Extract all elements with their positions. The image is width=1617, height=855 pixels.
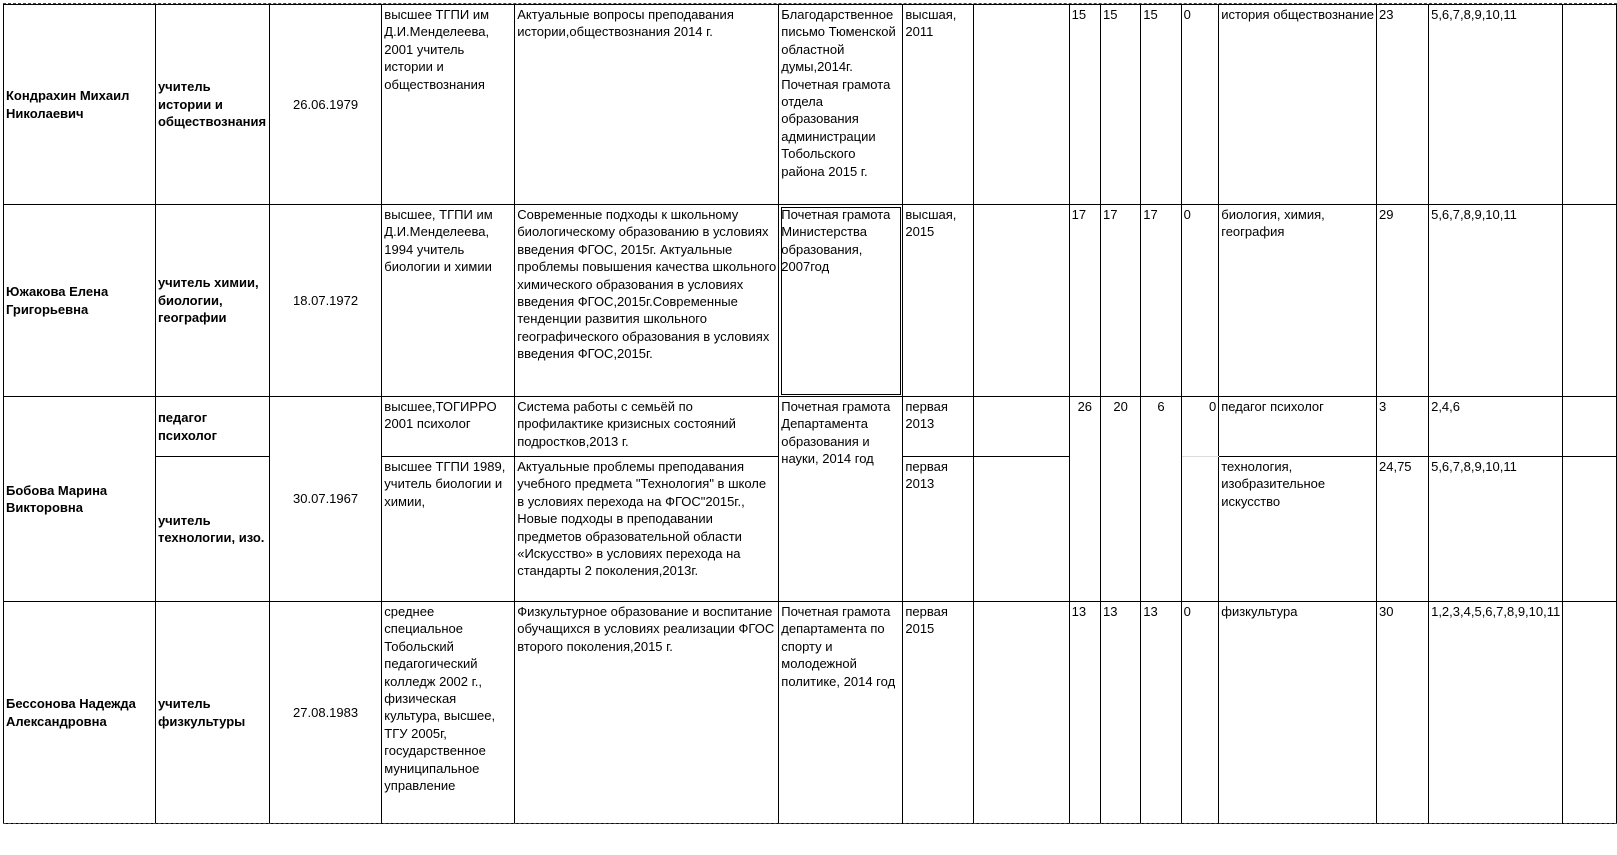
education[interactable]: высшее ТГПИ им Д.И.Менделеева, 2001 учитель истории и обществознания [382, 5, 515, 205]
hours[interactable]: 29 [1377, 205, 1429, 397]
birth-date[interactable]: 27.08.1983 [269, 602, 381, 824]
category[interactable]: первая 2013 [903, 457, 974, 602]
awards[interactable]: Благодарственное письмо Тюменской областной думы,2014г. Почетная грамота отдела образования администрации Тобольского района 2015 г. [779, 5, 903, 205]
empty-cell[interactable] [974, 602, 1069, 824]
classes[interactable]: 5,6,7,8,9,10,11 [1429, 205, 1563, 397]
staff-table [3, 4, 1617, 824]
subject[interactable]: биология, химия, география [1219, 205, 1377, 397]
position[interactable]: педагог психолог [155, 397, 269, 457]
classes[interactable]: 5,6,7,8,9,10,11 [1429, 457, 1563, 602]
experience-pedagogical[interactable]: 15 [1101, 5, 1141, 205]
hours[interactable]: 23 [1377, 5, 1429, 205]
position[interactable]: учитель физкультуры [155, 602, 269, 824]
courses[interactable]: Актуальные вопросы преподавания истории,обществознания 2014 г. [515, 5, 779, 205]
education[interactable]: высшее, ТГПИ им Д.И.Менделеева, 1994 учитель биологии и химии [382, 205, 515, 397]
awards[interactable]: Почетная грамота Департамента образования и науки, 2014 год [779, 397, 903, 602]
classes[interactable]: 2,4,6 [1429, 397, 1563, 457]
experience-total[interactable]: 17 [1069, 205, 1100, 397]
cut-off-cell[interactable] [1563, 5, 1617, 205]
experience-total[interactable]: 13 [1069, 602, 1100, 824]
category[interactable]: высшая, 2011 [903, 5, 974, 205]
experience-other[interactable]: 0 [1181, 5, 1219, 205]
category[interactable]: первая 2015 [903, 602, 974, 824]
awards[interactable]: Почетная грамота Министерства образования, 2007год [779, 205, 903, 397]
experience-pedagogical[interactable]: 20 [1101, 397, 1141, 602]
empty-cell[interactable] [974, 5, 1069, 205]
cut-off-cell[interactable] [1563, 602, 1617, 824]
position[interactable]: учитель химии, биологии, географии [155, 205, 269, 397]
subject[interactable]: физкультура [1219, 602, 1377, 824]
education[interactable]: высшее,ТОГИРРО 2001 психолог [382, 397, 515, 457]
experience-pedagogical[interactable]: 13 [1101, 602, 1141, 824]
cut-off-cell[interactable] [1563, 457, 1617, 602]
empty-cell[interactable] [974, 397, 1069, 457]
teacher-name[interactable]: Бессонова Надежда Александровна [4, 602, 156, 824]
staff-table-wrapper [3, 3, 1617, 824]
table-row [4, 602, 1617, 824]
experience-pedagogical[interactable]: 17 [1101, 205, 1141, 397]
birth-date[interactable]: 18.07.1972 [269, 205, 381, 397]
subject[interactable]: педагог психолог [1219, 397, 1377, 457]
experience-school[interactable]: 6 [1141, 397, 1181, 602]
classes[interactable]: 5,6,7,8,9,10,11 [1429, 5, 1563, 205]
position[interactable]: учитель технологии, изо. [155, 457, 269, 602]
courses[interactable]: Физкультурное образование и воспитание обучащихся в условиях реализации ФГОС второго поколения,2015 г. [515, 602, 779, 824]
cut-off-cell[interactable] [1563, 205, 1617, 397]
table-row [4, 5, 1617, 205]
experience-other[interactable]: 0 [1181, 602, 1219, 824]
hours[interactable]: 3 [1377, 397, 1429, 457]
experience-other[interactable]: 0 [1181, 205, 1219, 397]
teacher-name[interactable]: Бобова Марина Викторовна [4, 397, 156, 602]
table-row [4, 397, 1617, 457]
subject[interactable]: история обществознание [1219, 5, 1377, 205]
awards[interactable]: Почетная грамота департамента по спорту и молодежной политике, 2014 год [779, 602, 903, 824]
experience-school[interactable]: 13 [1141, 602, 1181, 824]
courses[interactable]: Актуальные проблемы преподавания учебного предмета "Технология" в школе в условиях перехода на ФГОС"2015г., Новые подходы в преподавании предметов образовательной области «Искусство» в условиях перехода на стандарты 2 поколения,2013г. [515, 457, 779, 602]
classes[interactable]: 1,2,3,4,5,6,7,8,9,10,11 [1429, 602, 1563, 824]
birth-date[interactable]: 26.06.1979 [269, 5, 381, 205]
hours[interactable]: 24,75 [1377, 457, 1429, 602]
position[interactable]: учитель истории и обществознания [155, 5, 269, 205]
table-row [4, 205, 1617, 397]
subject[interactable]: технология, изобразительное искусство [1219, 457, 1377, 602]
empty-cell[interactable] [974, 205, 1069, 397]
cut-off-cell[interactable] [1563, 397, 1617, 457]
page-break-line [3, 823, 1617, 824]
experience-other[interactable]: 0 [1181, 397, 1219, 457]
experience-school[interactable]: 17 [1141, 205, 1181, 397]
category[interactable]: высшая, 2015 [903, 205, 974, 397]
experience-total[interactable]: 26 [1069, 397, 1100, 602]
education[interactable]: среднее специальное Тобольский педагогический колледж 2002 г., физическая культура, высшее, ТГУ 2005г, государственное муниципальное управление [382, 602, 515, 824]
teacher-name[interactable]: Кондрахин Михаил Николаевич [4, 5, 156, 205]
education[interactable]: высшее ТГПИ 1989, учитель биологии и химии, [382, 457, 515, 602]
category[interactable]: первая 2013 [903, 397, 974, 457]
empty-cell[interactable] [974, 457, 1069, 602]
experience-school[interactable]: 15 [1141, 5, 1181, 205]
experience-total[interactable]: 15 [1069, 5, 1100, 205]
empty-cell[interactable] [1181, 457, 1219, 602]
birth-date[interactable]: 30.07.1967 [269, 397, 381, 602]
courses[interactable]: Современные подходы к школьному биологическому образованию в условиях введения ФГОС, 2015г. Актуальные проблемы повышения качества школьного химического образования в условиях введения ФГОС,2015г.Современные тенденции развития школьного географического образования в условиях введения ФГОС,2015г. [515, 205, 779, 397]
hours[interactable]: 30 [1377, 602, 1429, 824]
teacher-name[interactable]: Южакова Елена Григорьевна [4, 205, 156, 397]
courses[interactable]: Система работы с семьёй по профилактике кризисных состояний подростков,2013 г. [515, 397, 779, 457]
